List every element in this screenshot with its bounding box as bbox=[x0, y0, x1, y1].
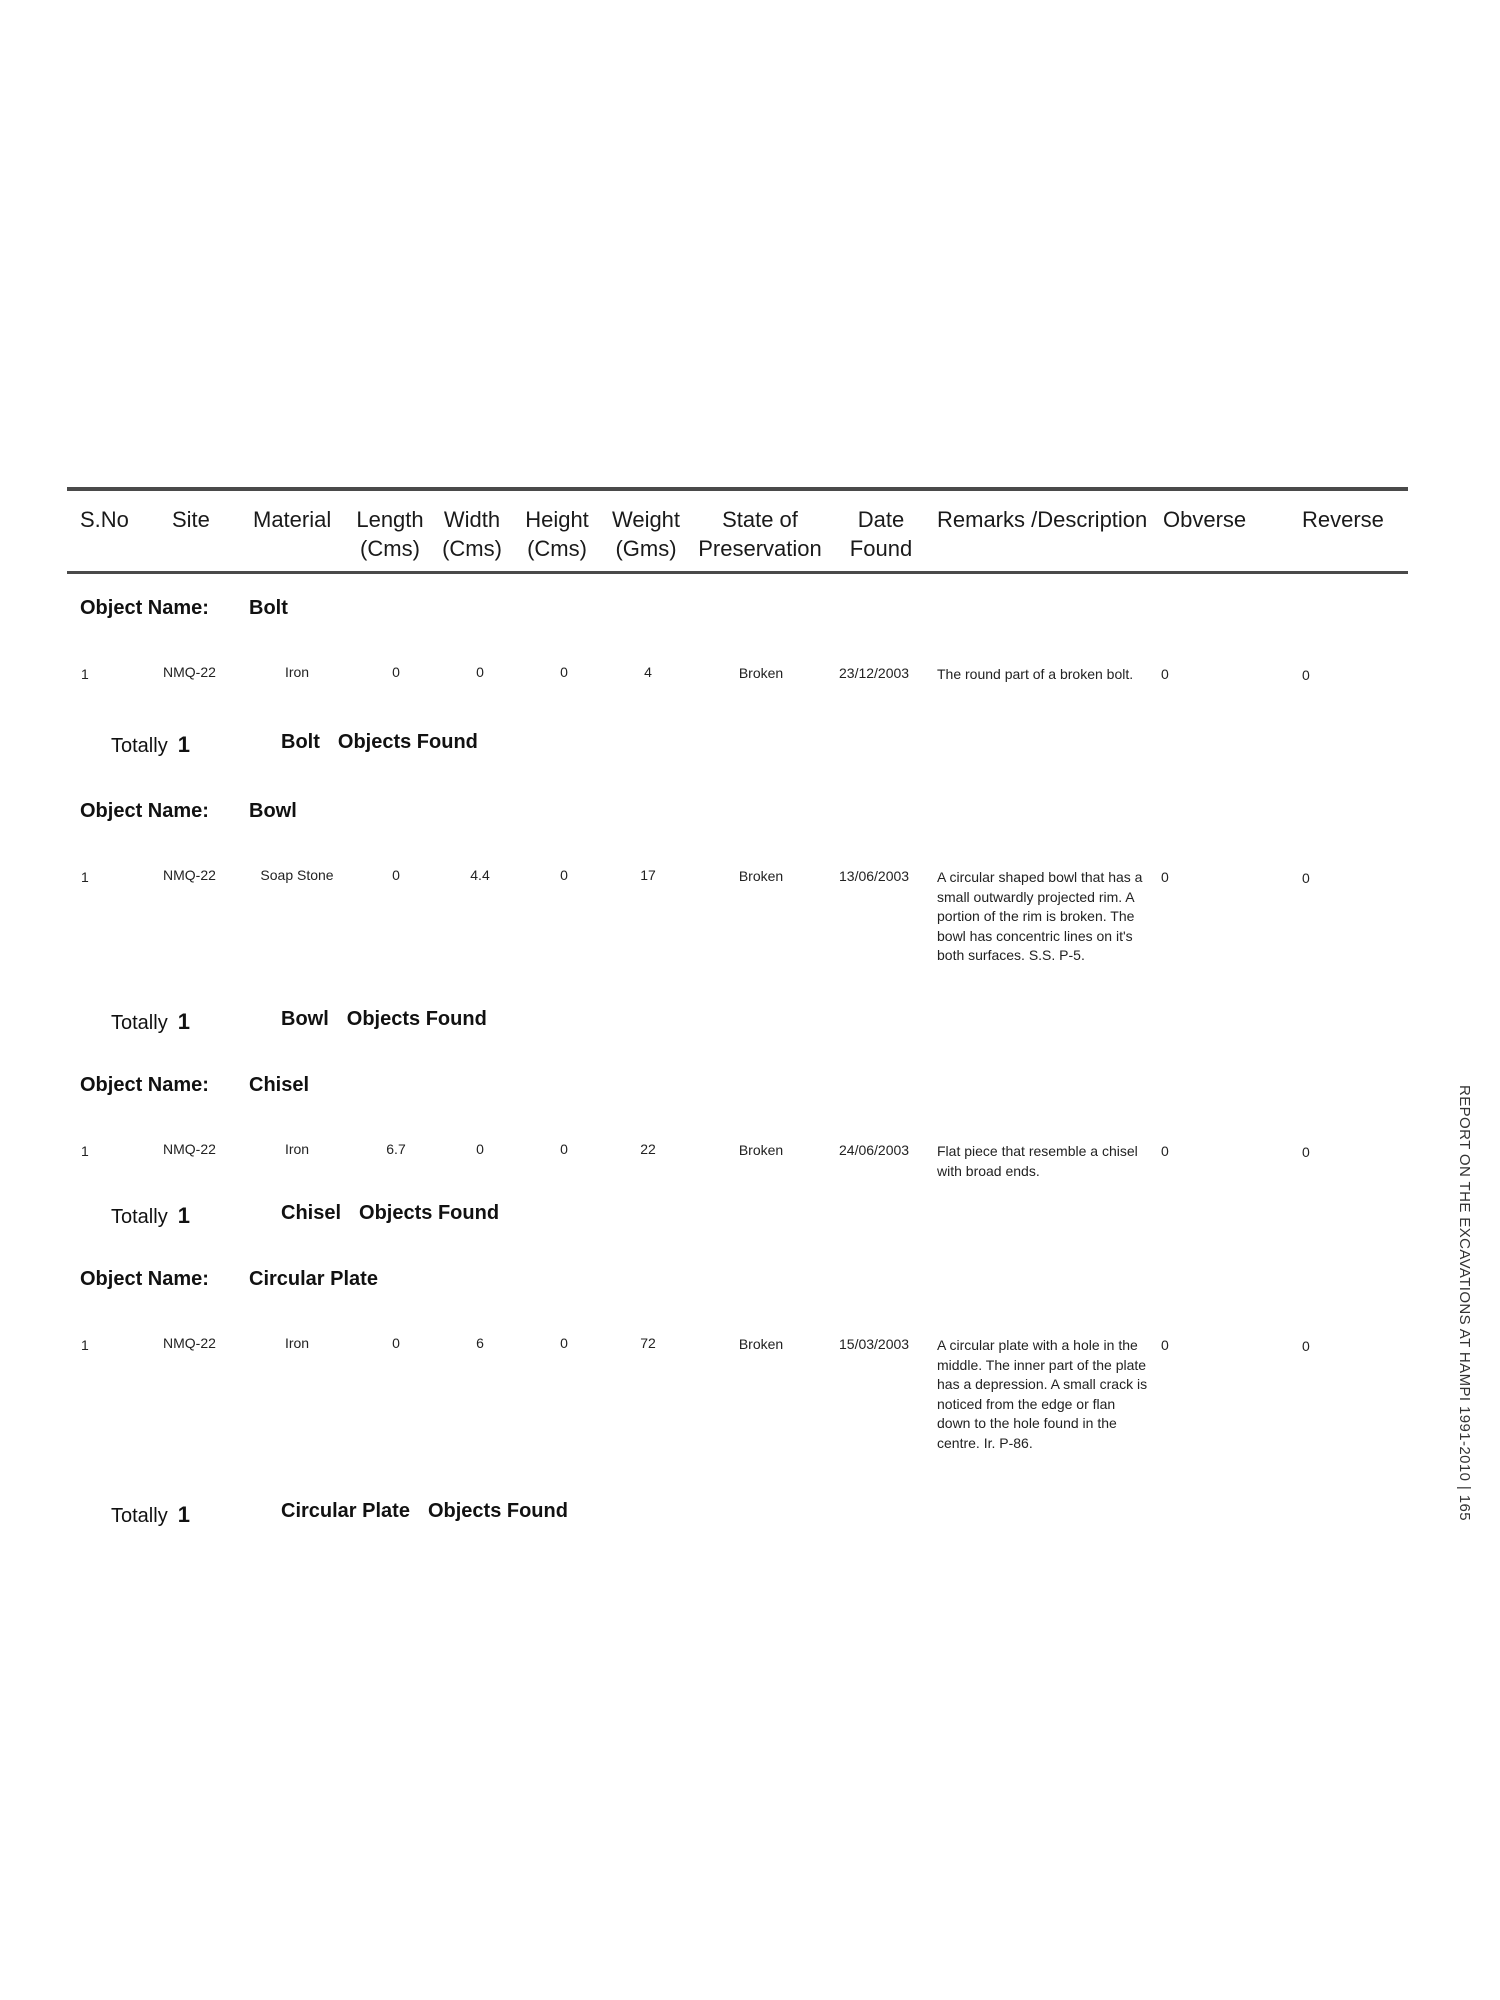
cell-reverse: 0 bbox=[1302, 1144, 1310, 1160]
total-row bbox=[111, 1203, 190, 1229]
total-object-name: Bowl bbox=[281, 1008, 329, 1030]
objects-found-label: Objects Found bbox=[346, 1008, 487, 1030]
totally-label: Totally bbox=[111, 1012, 168, 1034]
cell-width: 6 bbox=[476, 1335, 484, 1351]
cell-reverse: 0 bbox=[1302, 667, 1310, 683]
cell-sno: 1 bbox=[81, 666, 89, 682]
total-count: 1 bbox=[177, 732, 190, 757]
cell-obverse: 0 bbox=[1161, 869, 1169, 885]
header-sno: S.No bbox=[80, 507, 129, 532]
object-name-label: Object Name: bbox=[80, 800, 209, 822]
table-header-rule bbox=[67, 571, 1408, 574]
header-height: Height (Cms) bbox=[525, 507, 589, 561]
cell-site: NMQ-22 bbox=[163, 1335, 216, 1351]
total-object-name: Bolt bbox=[281, 731, 320, 753]
totally-label: Totally bbox=[111, 1505, 168, 1527]
object-name-value: Chisel bbox=[249, 1074, 310, 1096]
cell-weight: 17 bbox=[640, 867, 656, 883]
cell-material: Iron bbox=[284, 664, 310, 680]
header-width: Width (Cms) bbox=[442, 507, 502, 561]
cell-length: 6.7 bbox=[386, 1141, 406, 1157]
cell-site: NMQ-22 bbox=[163, 1141, 216, 1157]
cell-state: Broken bbox=[738, 1336, 784, 1352]
object-name-label: Object Name: bbox=[80, 1268, 209, 1290]
cell-reverse: 0 bbox=[1302, 870, 1310, 886]
object-name-value: Bowl bbox=[249, 800, 297, 822]
cell-length: 0 bbox=[392, 867, 400, 883]
cell-remarks: A circular plate with a hole in the middle. The inner part of the plate has a depression. A small crack is noticed from the edge or flan down to the hole found in the centre. Ir. P-86. bbox=[937, 1337, 1148, 1451]
header-reverse: Reverse bbox=[1302, 507, 1384, 532]
running-head: REPORT ON THE EXCAVATIONS AT HAMPI 1991-2010 | 165 bbox=[1456, 1085, 1473, 1522]
header-obverse: Obverse bbox=[1163, 507, 1247, 532]
cell-width: 0 bbox=[476, 1141, 484, 1157]
cell-remarks: The round part of a broken bolt. bbox=[937, 666, 1134, 682]
total-row bbox=[111, 1009, 190, 1035]
objects-found-label: Objects Found bbox=[359, 1202, 500, 1224]
cell-remarks: A circular shaped bowl that has a small outwardly projected rim. A portion of the rim is broken. The bowl has concentric lines on it's both surfaces. S.S. P-5. bbox=[937, 869, 1143, 963]
total-count: 1 bbox=[177, 1009, 190, 1034]
cell-material: Soap Stone bbox=[260, 867, 334, 883]
cell-height: 0 bbox=[560, 1335, 568, 1351]
cell-obverse: 0 bbox=[1161, 666, 1169, 682]
table-top-rule bbox=[67, 487, 1408, 491]
header-remarks: Remarks /Description bbox=[937, 507, 1148, 532]
cell-site: NMQ-22 bbox=[163, 664, 216, 680]
total-row bbox=[111, 1502, 190, 1528]
cell-length: 0 bbox=[392, 1335, 400, 1351]
cell-remarks: Flat piece that resemble a chisel with broad ends. bbox=[937, 1143, 1138, 1179]
cell-height: 0 bbox=[560, 664, 568, 680]
cell-obverse: 0 bbox=[1161, 1143, 1169, 1159]
cell-width: 4.4 bbox=[470, 867, 490, 883]
totally-label: Totally bbox=[111, 735, 168, 757]
header-weight: Weight (Gms) bbox=[611, 507, 681, 561]
cell-material: Iron bbox=[284, 1335, 310, 1351]
cell-date: 13/06/2003 bbox=[839, 868, 910, 884]
cell-weight: 22 bbox=[640, 1141, 656, 1157]
header-state: State of Preservation bbox=[698, 507, 822, 561]
header-material: Material bbox=[253, 507, 332, 532]
totally-label: Totally bbox=[111, 1206, 168, 1228]
objects-found bbox=[281, 731, 478, 754]
cell-date: 24/06/2003 bbox=[839, 1142, 910, 1158]
cell-weight: 4 bbox=[644, 664, 652, 680]
objects-found bbox=[281, 1500, 568, 1523]
cell-date: 15/03/2003 bbox=[839, 1336, 910, 1352]
cell-state: Broken bbox=[738, 868, 784, 884]
cell-sno: 1 bbox=[81, 1143, 89, 1159]
object-name-label: Object Name: bbox=[80, 1074, 209, 1096]
total-count: 1 bbox=[177, 1203, 190, 1228]
object-name-value: Bolt bbox=[249, 597, 288, 619]
total-row bbox=[111, 732, 190, 758]
cell-material: Iron bbox=[284, 1141, 310, 1157]
cell-sno: 1 bbox=[81, 869, 89, 885]
cell-site: NMQ-22 bbox=[163, 867, 216, 883]
cell-weight: 72 bbox=[640, 1335, 656, 1351]
cell-height: 0 bbox=[560, 867, 568, 883]
cell-state: Broken bbox=[738, 665, 784, 681]
objects-found-label: Objects Found bbox=[337, 731, 478, 753]
header-length: Length (Cms) bbox=[356, 507, 424, 561]
objects-found bbox=[281, 1008, 487, 1031]
cell-obverse: 0 bbox=[1161, 1337, 1169, 1353]
total-object-name: Circular Plate bbox=[281, 1500, 410, 1522]
cell-state: Broken bbox=[738, 1142, 784, 1158]
header-site: Site bbox=[172, 507, 210, 532]
total-count: 1 bbox=[177, 1502, 190, 1527]
total-object-name: Chisel bbox=[281, 1202, 342, 1224]
cell-date: 23/12/2003 bbox=[839, 665, 910, 681]
cell-width: 0 bbox=[476, 664, 484, 680]
header-date: Date Found bbox=[849, 507, 913, 561]
objects-found-label: Objects Found bbox=[427, 1500, 568, 1522]
cell-length: 0 bbox=[392, 664, 400, 680]
object-name-value: Circular Plate bbox=[249, 1268, 378, 1290]
object-name-label: Object Name: bbox=[80, 597, 209, 619]
cell-height: 0 bbox=[560, 1141, 568, 1157]
cell-sno: 1 bbox=[81, 1337, 89, 1353]
cell-reverse: 0 bbox=[1302, 1338, 1310, 1354]
objects-found bbox=[281, 1202, 499, 1225]
